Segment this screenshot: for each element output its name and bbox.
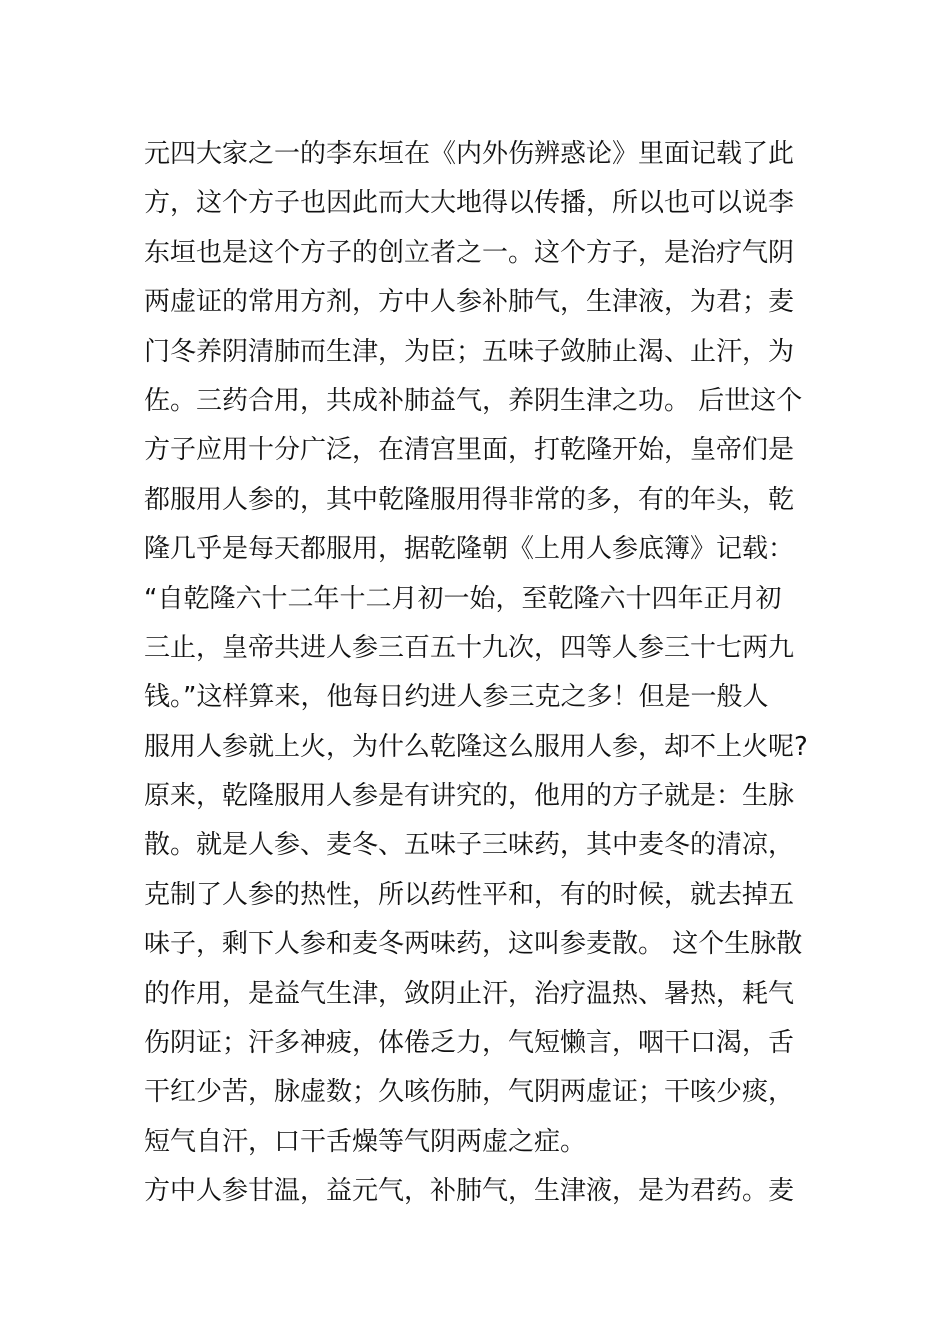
text-line: 散。就是人参、麦冬、五味子三味药，其中麦冬的清凉，: [144, 830, 795, 861]
text-line: 都服用人参的，其中乾隆服用得非常的多，有的年头，乾: [144, 484, 795, 515]
text-line: 方子应用十分广泛，在清宫里面，打乾隆开始，皇帝们是: [144, 435, 795, 466]
body-text: [144, 130, 808, 1217]
text-line: 原来，乾隆服用人参是有讲究的，他用的方子就是：生脉: [144, 781, 795, 812]
text-line: 佐。三药合用，共成补肺益气，养阴生津之功。 后世这个: [144, 385, 803, 416]
text-line: 方，这个方子也因此而大大地得以传播，所以也可以说李: [144, 188, 795, 219]
text-line: 干红少苦，脉虚数；久咳伤肺，气阴两虚证；干咳少痰，: [144, 1077, 795, 1108]
text-line: 两虚证的常用方剂，方中人参补肺气，生津液，为君；麦: [144, 287, 795, 318]
text-line: 味子，剩下人参和麦冬两味药，这叫参麦散。 这个生脉散: [144, 929, 803, 960]
text-line: 服用人参就上火，为什么乾隆这么服用人参，却不上火呢?: [144, 731, 808, 762]
text-line: 隆几乎是每天都服用，据乾隆朝《上用人参底簿》记载：: [144, 534, 795, 565]
text-line: 短气自汗，口干舌燥等气阴两虚之症。: [144, 1126, 587, 1157]
text-line: “自乾隆六十二年十二月初一始，至乾隆六十四年正月初: [144, 583, 782, 614]
text-line: 东垣也是这个方子的创立者之一。这个方子，是治疗气阴: [144, 237, 795, 268]
text-line: 钱。”这样算来，他每日约进人参三克之多！但是一般人: [144, 682, 769, 713]
text-line: 方中人参甘温，益元气，补肺气，生津液，是为君药。麦: [144, 1176, 795, 1207]
text-line: 克制了人参的热性，所以药性平和，有的时候，就去掉五: [144, 879, 795, 910]
text-line: 元四大家之一的李东垣在《内外伤辨惑论》里面记载了此: [144, 139, 795, 169]
text-line: 门冬养阴清肺而生津，为臣；五味子敛肺止渴、止汗，为: [144, 336, 795, 367]
text-line: 的作用，是益气生津，敛阴止汗，治疗温热、暑热，耗气: [144, 978, 795, 1009]
text-line: 三止，皇帝共进人参三百五十九次，四等人参三十七两九: [144, 632, 795, 663]
text-line: 伤阴证；汗多神疲，体倦乏力，气短懒言，咽干口渴，舌: [144, 1028, 795, 1059]
